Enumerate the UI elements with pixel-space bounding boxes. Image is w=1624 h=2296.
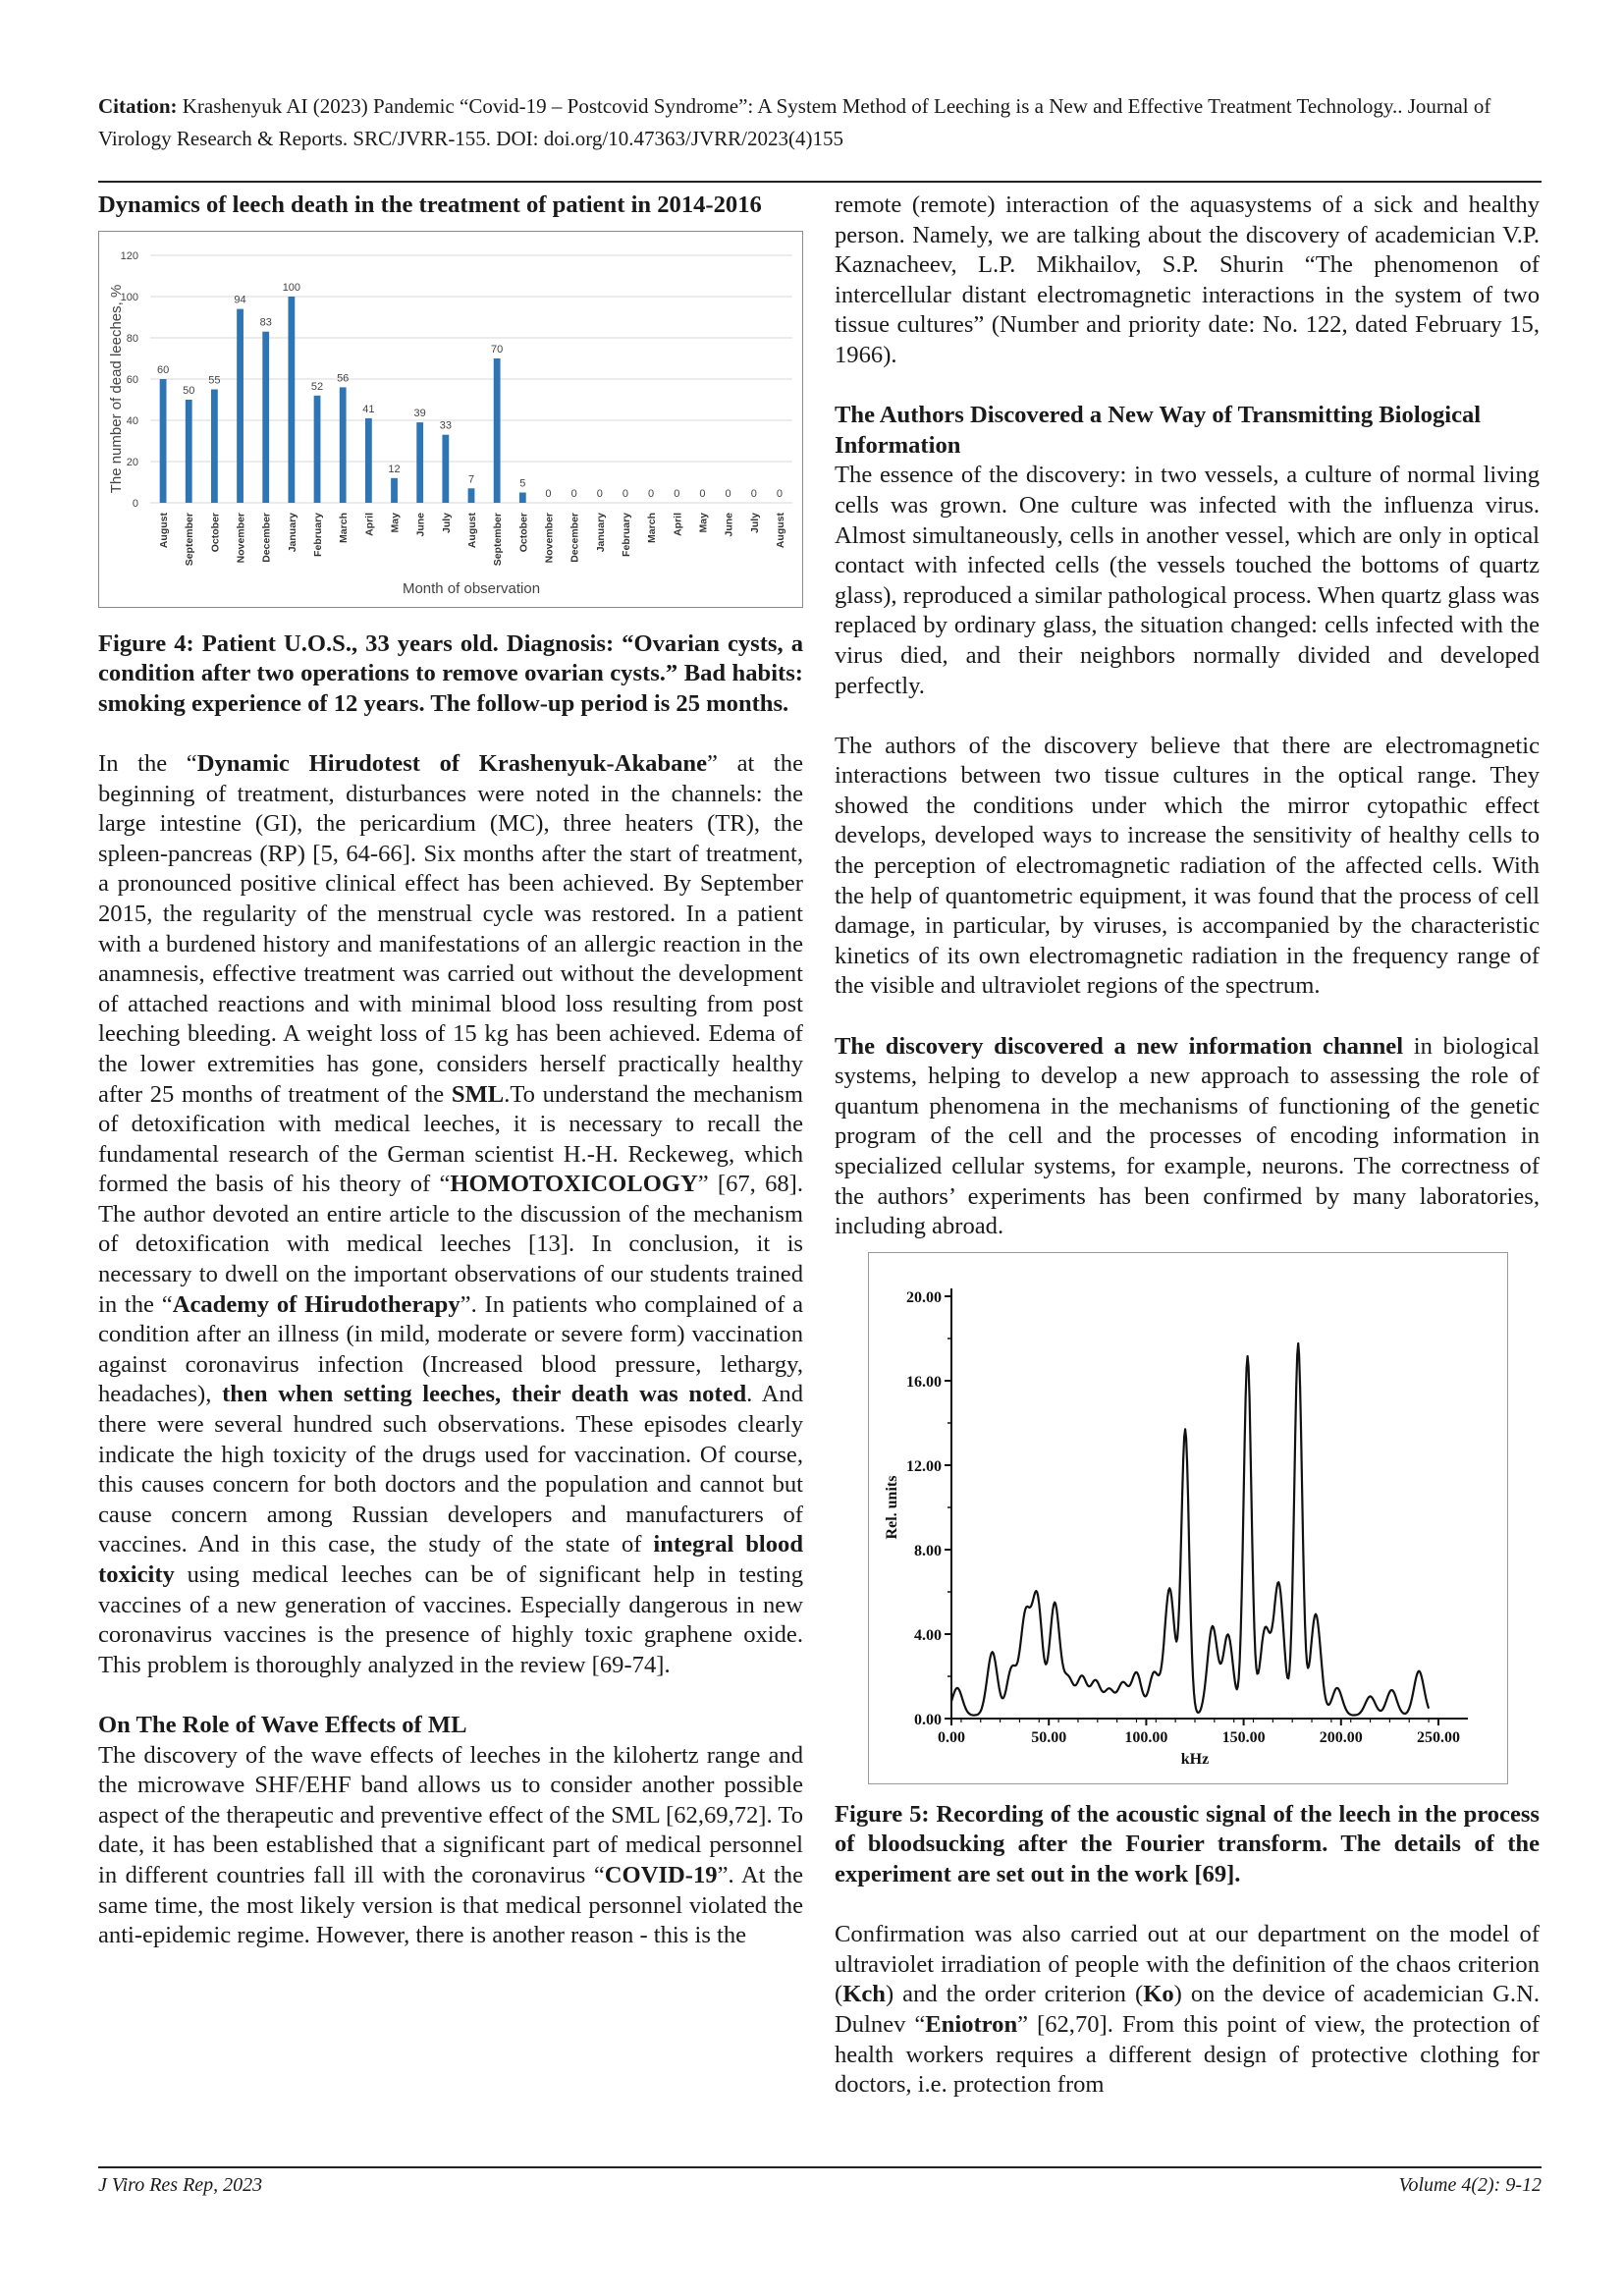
y-tick-label: 20	[126, 456, 138, 468]
figure-5-line-chart	[868, 1252, 1508, 1784]
paragraph-essence: The essence of the discovery: in two vessels, a culture of normal living cells was grown. One culture was infected with the influenza virus. Almost simultaneously, cells in another vessel, which are only in optical contact with infected cells (the vessels touched the bottoms of quartz glass), reproduced a similar pathological process. When quartz glass was replaced by ordinary glass, the situation changed: cells infected with the virus died, and their neighbors normally divided and developed perfectly.	[835, 462, 1540, 699]
spectrum-line	[951, 1343, 1429, 1716]
x-tick-label: 0.00	[938, 1728, 965, 1746]
x-tick-label: August	[158, 512, 171, 548]
x-tick-label: June	[414, 512, 427, 537]
bar	[391, 477, 398, 502]
citation	[98, 90, 1542, 155]
x-tick-label: February	[312, 512, 325, 557]
data-label: 0	[725, 487, 731, 500]
text-run: ”. In patients who complained of a condition after an illness (in mild, moderate or severe form) vaccination against coronavirus infection (Increased blood pressure, lethargy, headaches),	[98, 1290, 803, 1408]
section-heading-new-way: The Authors Discovered a New Way of Transmitting Biological Information	[835, 402, 1482, 459]
x-tick-label: 50.00	[1031, 1728, 1067, 1746]
y-axis-label: The number of dead leeches, %	[108, 284, 125, 493]
citation-text: Krashenyuk AI (2023) Pandemic “Covid-19 – Postcovid Syndrome”: A System Method of Leeching is a New and Effective Treatment Technology.. Journal of Virology Research & Reports. SRC/JVRR-155. DOI: doi.org/10.47363/JVRR/2023(4)155	[98, 94, 1491, 150]
data-label: 83	[259, 316, 272, 329]
paragraph-wave-effects	[98, 1741, 803, 1951]
x-tick-label: September	[184, 512, 196, 566]
x-axis-label: Month of observation	[402, 579, 541, 597]
y-tick-label: 20.00	[906, 1288, 942, 1306]
paragraph-hirudotest	[98, 749, 803, 1680]
x-tick-label: August	[466, 512, 478, 548]
y-tick-label: 16.00	[906, 1373, 942, 1391]
bar	[416, 422, 423, 503]
bold-run: Ko	[1143, 1981, 1174, 2008]
text-run: in biological systems, helping to develop a new approach to assessing the role of quantum phenomena in the mechanisms of functioning of the genetic program of the cell and the processes of encoding information in specialized cellular systems, for example, neurons. The correctness of the authors’ experiments has been confirmed by many laboratories, including abroad.	[835, 1032, 1540, 1240]
x-tick-label: September	[492, 512, 505, 566]
figure-5-caption: Figure 5: Recording of the acoustic signal of the leech in the process of bloodsucking after the Fourier transform. The details of the experiment are set out in the work [69].	[835, 1800, 1540, 1887]
figure-4-title: Dynamics of leech death in the treatment of patient in 2014-2016	[98, 191, 762, 218]
text-run: .To understand the mechanism of detoxification with medical leeches, it is necessary to recall the fundamental research of the German scientist H.-H. Reckeweg, which formed the basis of his theory of “	[98, 1080, 804, 1198]
text-run: ” at the beginning of treatment, disturbances were noted in the channels: the large intestine (GI), the pericardium (MC), three heaters (TR), the spleen-pancreas (RP) [5, 64-66]. Six months after the start of treatment, a pronounced positive clinical effect has been achieved. By September 2015, the regularity of the menstrual cycle was restored. In a patient with a burdened history and manifestations of an allergic reaction in the anamnesis, effective treatment was carried out without the development of attached reactions and with minimal blood loss resulting from post leeching bleeding. A weight loss of 15 kg has been achieved. Edema of the lower extremities has gone, considers herself practically healthy after 25 months of treatment of the	[98, 749, 803, 1108]
y-tick-label: 0.00	[914, 1711, 942, 1728]
x-tick-label: November	[543, 512, 556, 563]
data-label: 0	[776, 487, 783, 500]
bar	[186, 400, 192, 503]
bar	[468, 488, 475, 503]
x-tick-label: November	[235, 512, 247, 563]
text-run: ) and the order criterion (	[885, 1981, 1144, 2008]
x-tick-label: 250.00	[1417, 1728, 1460, 1746]
y-tick-label: 80	[126, 332, 138, 345]
x-tick-label: March	[338, 512, 351, 543]
paragraph-confirmation	[835, 1920, 1540, 2101]
left-column	[98, 191, 803, 1951]
bold-run: Academy of Hirudotherapy	[172, 1290, 460, 1318]
data-label: 0	[648, 487, 655, 500]
text-run: . And there were several hundred such observations. These episodes clearly indicate the high toxicity of the drugs used for vaccination. Of course, this causes concern for both doctors and the population and cannot but cause concern among Russian developers and manufacturers of vaccines. And in this case, the study of the state of	[98, 1381, 804, 1558]
y-tick-label: 12.00	[906, 1457, 942, 1475]
figure-4-bar-chart	[98, 231, 803, 608]
x-tick-label: April	[363, 512, 376, 536]
bold-run: The discovery discovered a new information channel	[835, 1032, 1404, 1060]
data-label: 52	[310, 380, 324, 393]
y-tick-label: 0	[132, 497, 138, 510]
data-label: 0	[750, 487, 757, 500]
bar	[211, 389, 218, 503]
bar	[288, 297, 295, 503]
x-tick-label: March	[646, 512, 659, 543]
paragraph-authors-believe: The authors of the discovery believe that there are electromagnetic interactions between two tissue cultures in the optical range. They showed the conditions under which the mirror cytopathic effect develops, developed ways to increase the sensitivity of healthy cells to the perception of electromagnetic radiation of the affected cells. With the help of quantometric equipment, it was found that the process of cell damage, in particular, by viruses, is accompanied by the characteristic kinetics of its own electromagnetic radiation in the frequency range of the visible and ultraviolet regions of the spectrum.	[835, 732, 1540, 1000]
bar	[314, 395, 321, 502]
section-heading-wave-effects: On The Role of Wave Effects of ML	[98, 1711, 467, 1738]
bold-run: SML	[451, 1080, 505, 1108]
data-label: 7	[467, 472, 475, 485]
data-label: 0	[596, 487, 603, 500]
data-label: 33	[439, 419, 452, 432]
data-label: 0	[674, 487, 680, 500]
data-label: 5	[519, 477, 526, 490]
x-tick-label: December	[260, 512, 273, 563]
text-run: ”. At the same time, the most likely version is that medical personnel violated the anti-epidemic regime. However, there is another reason - this is the	[98, 1861, 803, 1949]
data-label: 60	[156, 363, 170, 376]
x-tick-label: 150.00	[1221, 1728, 1266, 1746]
data-label: 100	[282, 281, 301, 294]
figure-4-caption: Figure 4: Patient U.O.S., 33 years old. Diagnosis: “Ovarian cysts, a condition after two operations to remove ovarian cysts.” Bad habits: smoking experience of 12 years. The follow-up period is 25 months.	[98, 629, 803, 717]
x-tick-label: July	[440, 512, 453, 533]
y-tick-label: 40	[126, 414, 138, 427]
x-tick-label: January	[286, 512, 298, 552]
text-run: The discovery of the wave effects of leeches in the kilohertz range and the microwave SHF/EHF band allows us to consider another possible aspect of the therapeutic and preventive effect of the SML [62,69,72]. To date, it has been established that a significant part of medical personnel in different countries fall ill with the coronavirus “	[98, 1741, 803, 1888]
x-tick-label: 200.00	[1319, 1728, 1363, 1746]
data-label: 70	[491, 343, 504, 355]
bold-run: then when setting leeches, their death was noted	[222, 1381, 747, 1408]
x-tick-label: February	[620, 512, 632, 557]
bar	[237, 308, 244, 502]
y-tick-label: 4.00	[914, 1626, 942, 1644]
right-column	[835, 191, 1540, 2101]
y-axis-label: Rel. units	[884, 1475, 900, 1540]
data-label: 39	[413, 407, 426, 419]
text-run: ” [67, 68]. The author devoted an entire article to the discussion of the mechanism of detoxification with medical leeches [13]. In conclusion, it is necessary to dwell on the important observations of our students trained in the “	[98, 1171, 804, 1318]
bar	[494, 358, 501, 503]
data-label: 56	[337, 371, 350, 384]
x-tick-label: April	[672, 512, 684, 536]
footer-volume: Volume 4(2): 9-12	[1398, 2174, 1542, 2196]
data-label: 0	[545, 487, 552, 500]
x-tick-label: June	[723, 512, 735, 537]
bold-run: integral blood toxicity	[98, 1531, 804, 1588]
header-rule	[98, 181, 1542, 183]
x-tick-label: December	[568, 512, 581, 563]
y-tick-label: 8.00	[914, 1542, 942, 1559]
x-tick-label: May	[389, 512, 402, 533]
y-tick-label: 120	[120, 249, 138, 262]
x-tick-label: October	[209, 512, 222, 552]
text-run: Confirmation was also carried out at our department on the model of ultraviolet irradiation of people with the definition of the chaos criterion (	[835, 1921, 1540, 2008]
bold-run: Eniotron	[925, 2010, 1018, 2038]
bar	[365, 417, 372, 502]
x-tick-label: August	[774, 512, 786, 548]
bar	[160, 379, 167, 503]
x-tick-label: January	[594, 512, 607, 552]
data-label: 41	[362, 403, 375, 415]
x-tick-label: July	[748, 512, 761, 533]
data-label: 0	[622, 487, 629, 500]
x-tick-label: May	[697, 512, 710, 533]
data-label: 94	[234, 294, 246, 306]
bold-run: COVID-19	[604, 1861, 718, 1888]
footer-rule	[98, 2166, 1542, 2168]
data-label: 50	[183, 384, 195, 397]
bold-run: HOMOTOXICOLOGY	[450, 1171, 698, 1198]
y-tick-label: 60	[126, 373, 138, 386]
bold-run: Dynamic Hirudotest of Krashenyuk-Akabane	[196, 749, 708, 777]
data-label: 0	[570, 487, 577, 500]
text-run: using medical leeches can be of significant help in testing vaccines of a new generation of vaccines. Especially dangerous in new coronavirus vaccines is the presence of highly toxic graphene oxide. This problem is thoroughly analyzed in the review [69-74].	[98, 1561, 803, 1678]
bar	[340, 387, 347, 503]
bar	[262, 331, 269, 502]
x-tick-label: 100.00	[1124, 1728, 1168, 1746]
bar	[519, 492, 526, 503]
paragraph-information-channel	[835, 1032, 1540, 1242]
x-axis-label: kHz	[1180, 1750, 1210, 1768]
text-run: ) on the device of academician G.N. Dulnev “	[835, 1981, 1540, 2038]
data-label: 0	[699, 487, 706, 500]
text-run: In the “	[98, 749, 197, 777]
bar	[442, 434, 449, 502]
y-tick-label: 100	[120, 291, 138, 303]
x-tick-label: October	[517, 512, 530, 552]
data-label: 55	[208, 374, 221, 387]
paragraph-remote-interaction: remote (remote) interaction of the aquasystems of a sick and healthy person. Namely, we are talking about the discovery of academician V.P. Kaznacheev, L.P. Mikhailov, S.P. Shurin “The phenomenon of intercellular distant electromagnetic interactions in the system of two tissue cultures” (Number and priority date: No. 122, dated February 15, 1966).	[835, 191, 1540, 368]
data-label: 12	[388, 463, 401, 475]
footer-journal: J Viro Res Rep, 2023	[98, 2174, 263, 2196]
citation-label: Citation:	[98, 94, 178, 118]
text-run: ” [62,70]. From this point of view, the protection of health workers requires a different design of protective clothing for doctors, i.e. protection from	[835, 2010, 1540, 2099]
bold-run: Kch	[842, 1981, 886, 2008]
